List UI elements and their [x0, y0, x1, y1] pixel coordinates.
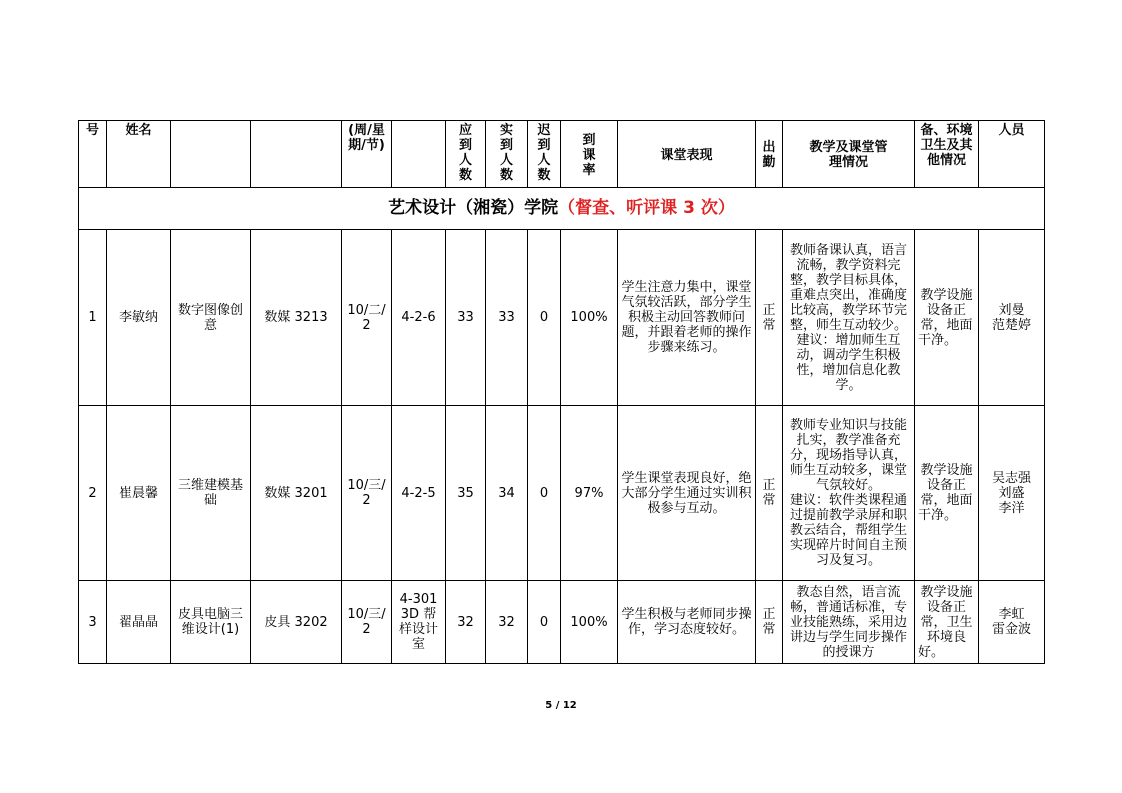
row-name: 翟晶晶: [107, 581, 171, 664]
row-expected: 35: [446, 406, 486, 581]
page-number: 5 / 12: [545, 700, 577, 711]
row-rate: 97%: [561, 406, 618, 581]
row-late: 0: [528, 581, 561, 664]
row-attendance-text: 正常: [762, 302, 776, 333]
table-row: [79, 581, 1045, 664]
header-staff: 人员: [979, 121, 1045, 188]
row-performance: 学生积极与老师同步操作，学习态度较好。: [618, 581, 756, 664]
row-attendance-text: 正常: [762, 607, 776, 637]
row-late: 0: [528, 406, 561, 581]
row-environment: 教学设施设备正常，地面干净。: [915, 406, 979, 581]
header-week-text: (周/星期/节): [348, 123, 385, 153]
row-rate: 100%: [561, 230, 618, 406]
row-name: 崔晨馨: [107, 406, 171, 581]
header-name: 姓名: [107, 121, 171, 188]
row-teaching: 教态自然，语言流畅，普通话标准，专业技能熟练，采用边讲边与学生同步操作的授课方: [783, 581, 915, 664]
header-room: [392, 121, 446, 188]
row-no: 3: [79, 581, 107, 664]
row-staff: 吴志强 刘盛 李洋: [979, 406, 1045, 581]
section-title: [79, 188, 1045, 230]
row-rate: 100%: [561, 581, 618, 664]
row-actual: 33: [486, 230, 528, 406]
section-row: [79, 188, 1045, 230]
row-teaching: 教师备课认真，语言流畅，教学资料完整，教学目标具体，重难点突出，准确度比较高，教学环节完整，师生互动较少。 建议：增加师生互动，调动学生积极性，增加信息化教学。: [783, 230, 915, 406]
inspection-table: [78, 120, 1045, 664]
row-room: 4-2-5: [392, 406, 446, 581]
row-teaching: 教师专业知识与技能扎实，教学准备充分，现场指导认真，师生互动较多，课堂气氛较好。 建议：软件类课程通过提前教学录屏和职教云结合，帮组学生实现碎片时间自主预习及复习。: [783, 406, 915, 581]
section-note: （督查、听评课 3 次）: [558, 198, 735, 218]
row-class: 数媒 3201: [251, 406, 342, 581]
row-class: 数媒 3213: [251, 230, 342, 406]
row-actual: 34: [486, 406, 528, 581]
table-row: [79, 230, 1045, 406]
header-row: [79, 121, 1045, 188]
row-expected: 33: [446, 230, 486, 406]
row-staff: 李虹 雷金波: [979, 581, 1045, 664]
header-attendance: [756, 121, 783, 188]
row-attendance: [756, 581, 783, 664]
header-rate: [561, 121, 618, 188]
row-week: 10/三/2: [342, 581, 392, 664]
row-week: 10/三/2: [342, 406, 392, 581]
row-course: 三维建模基础: [171, 406, 251, 581]
header-late-text: 迟到人数: [537, 123, 551, 183]
row-course: 数字图像创意: [171, 230, 251, 406]
header-week: [342, 121, 392, 188]
header-expected: [446, 121, 486, 188]
header-expected-text: 应到人数: [458, 123, 472, 183]
row-week: 10/二/2: [342, 230, 392, 406]
row-no: 1: [79, 230, 107, 406]
header-class: [251, 121, 342, 188]
row-expected: 32: [446, 581, 486, 664]
section-title-text: 艺术设计（湘瓷）学院: [388, 198, 559, 218]
header-environment-text: 备、环境卫生及其他情况: [920, 123, 973, 168]
header-environment: [915, 121, 979, 188]
row-late: 0: [528, 230, 561, 406]
header-rate-text: 到课率: [582, 132, 596, 178]
header-course: [171, 121, 251, 188]
table-row: [79, 406, 1045, 581]
row-room: 4-2-6: [392, 230, 446, 406]
row-environment: 教学设施设备正常，卫生环境良好。: [915, 581, 979, 664]
header-performance: 课堂表现: [618, 121, 756, 188]
row-attendance: [756, 406, 783, 581]
header-no: 号: [79, 121, 107, 188]
row-attendance: [756, 230, 783, 406]
header-actual: [486, 121, 528, 188]
row-name: 李敏纳: [107, 230, 171, 406]
row-attendance-text: 正常: [762, 478, 776, 508]
row-actual: 32: [486, 581, 528, 664]
header-actual-text: 实到人数: [499, 123, 513, 183]
row-no: 2: [79, 406, 107, 581]
row-environment: 教学设施设备正常，地面干净。: [915, 230, 979, 406]
row-class: 皮具 3202: [251, 581, 342, 664]
header-teaching: [783, 121, 915, 188]
header-teaching-text: 教学及课堂管理情况: [809, 140, 888, 170]
row-room: 4-301 3D 帮样设计室: [392, 581, 446, 664]
row-performance: 学生课堂表现良好，绝大部分学生通过实训积极参与互动。: [618, 406, 756, 581]
row-performance: 学生注意力集中，课堂气氛较活跃，部分学生积极主动回答教师问题，并跟着老师的操作步骤来练习。: [618, 230, 756, 406]
row-course: 皮具电脑三维设计(1): [171, 581, 251, 664]
header-late: [528, 121, 561, 188]
header-attendance-text: 出勤: [762, 140, 776, 170]
row-staff: 刘曼 范楚婷: [979, 230, 1045, 406]
